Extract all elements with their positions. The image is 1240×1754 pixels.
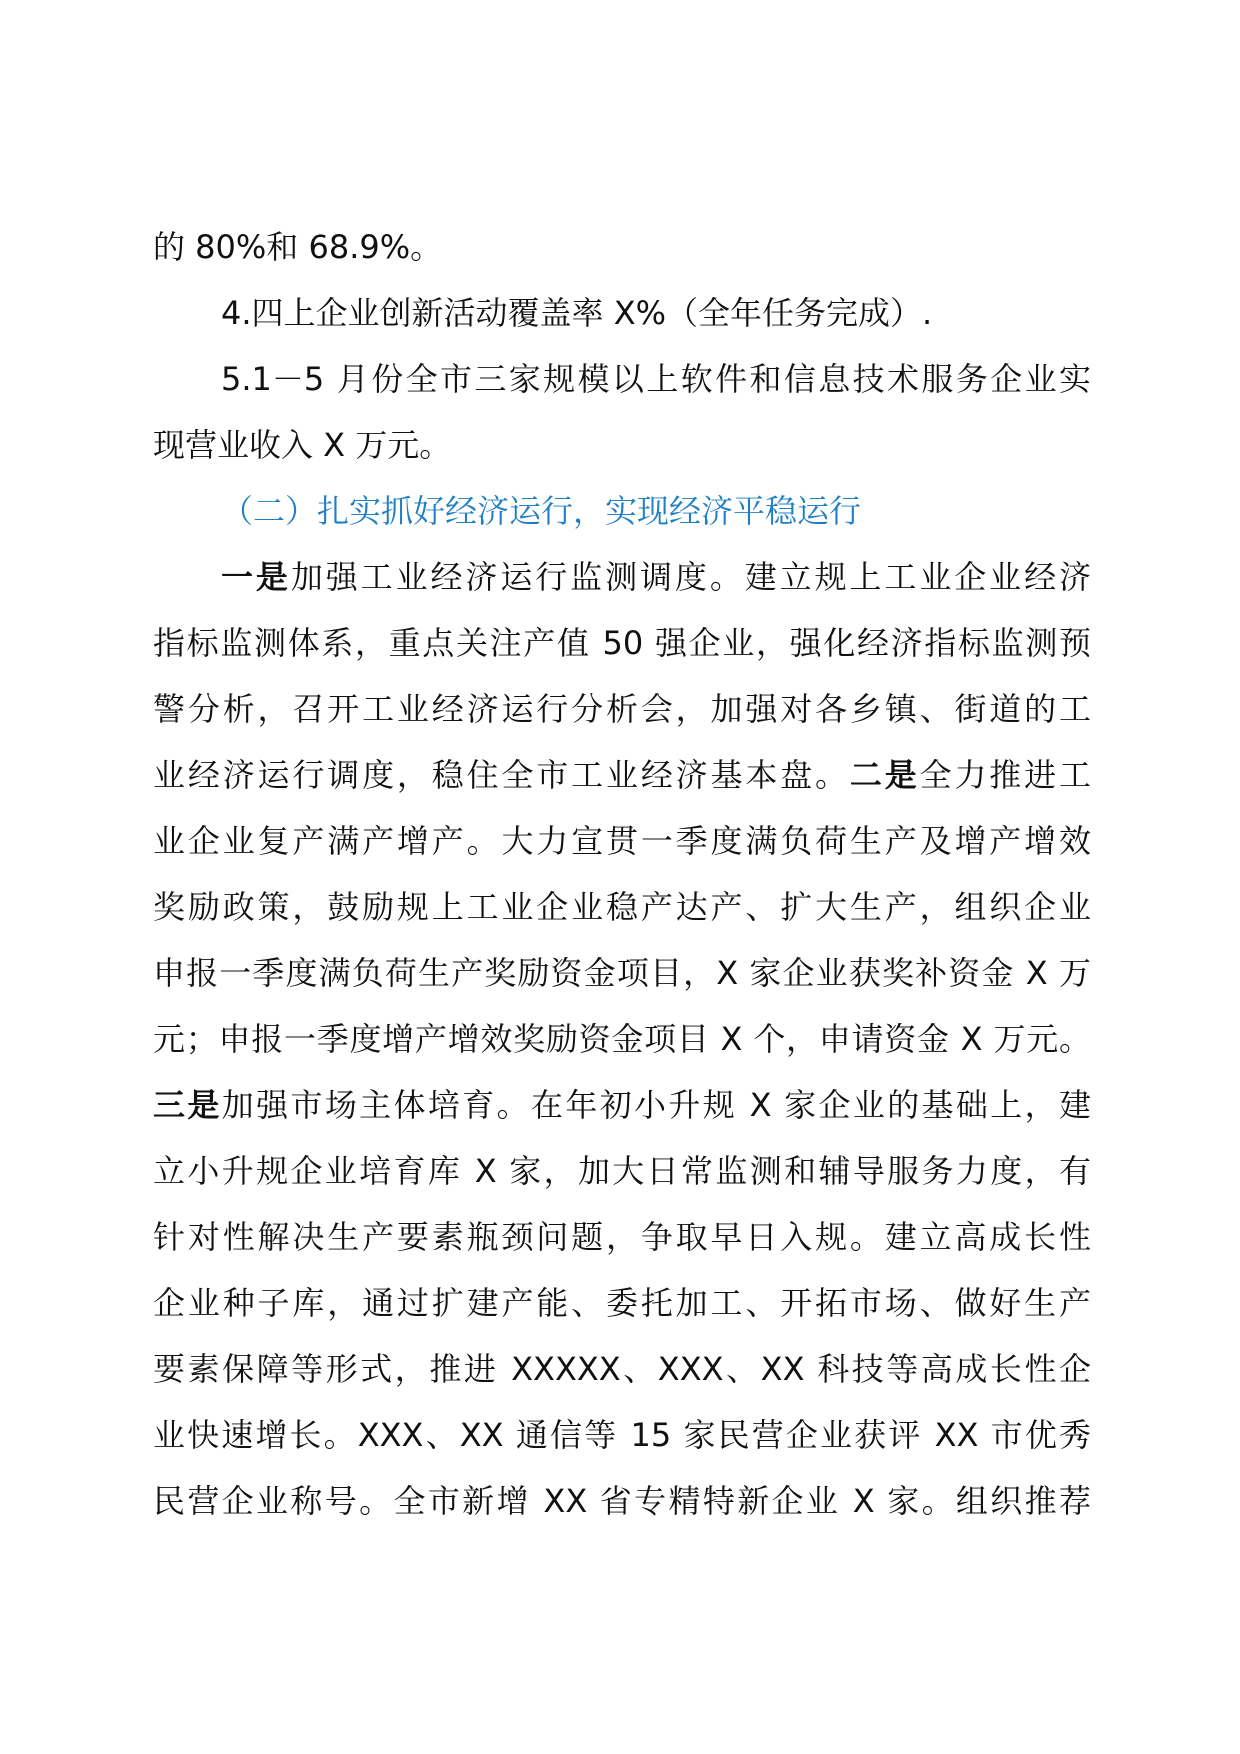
text-line-2: 4.四上企业创新活动覆盖率 X%（全年任务完成）. [221, 294, 933, 332]
text-line-9-part-b: 全力推进工 [919, 756, 1091, 794]
text-line-14 [153, 1072, 1091, 1138]
text-line-13: 元；申报一季度增产增效奖励资金项目 X 个，申请资金 X 万元。 [153, 1020, 1091, 1058]
text-line-9-part-a: 业经济运行调度，稳住全市工业经济基本盘。 [153, 756, 850, 794]
text-line-11: 奖励政策，鼓励规上工业企业稳产达产、扩大生产，组织企业 [153, 888, 1091, 926]
text-line-3: 5.1－5 月份全市三家规模以上软件和信息技术服务企业实 [221, 360, 1091, 398]
text-line-4: 现营业收入 X 万元。 [153, 426, 452, 464]
text-line-15: 立小升规企业培育库 X 家，加大日常监测和辅导服务力度，有 [153, 1152, 1091, 1190]
text-line-10: 业企业复产满产增产。大力宣贯一季度满负荷生产及增产增效 [153, 822, 1091, 860]
text-line-9 [153, 742, 1091, 808]
text-line-19: 业快速增长。XXX、XX 通信等 15 家民营企业获评 XX 市优秀 [153, 1416, 1091, 1454]
text-line-18: 要素保障等形式，推进 XXXXX、XXX、XX 科技等高成长性企 [153, 1350, 1091, 1388]
text-line-8: 警分析，召开工业经济运行分析会，加强对各乡镇、街道的工 [153, 690, 1091, 728]
text-line-6-body: 加强工业经济运行监测调度。建立规上工业企业经济 [290, 558, 1091, 596]
document-page [153, 214, 1091, 1534]
text-line-20: 民营企业称号。全市新增 XX 省专精特新企业 X 家。组织推荐 [153, 1482, 1091, 1520]
text-line-12: 申报一季度满负荷生产奖励资金项目，X 家企业获奖补资金 X 万 [153, 954, 1091, 992]
section-heading: （二）扎实抓好经济运行，实现经济平稳运行 [221, 492, 862, 530]
text-line-17: 企业种子库，通过扩建产能、委托加工、开拓市场、做好生产 [153, 1284, 1091, 1322]
text-line-1: 的 80%和 68.9%。 [153, 228, 443, 266]
text-line-16: 针对性解决生产要素瓶颈问题，争取早日入规。建立高成长性 [153, 1218, 1091, 1256]
bold-marker-one: 一是 [221, 558, 291, 596]
text-line-6 [153, 544, 1091, 610]
bold-marker-two: 二是 [849, 756, 920, 794]
text-line-7: 指标监测体系，重点关注产值 50 强企业，强化经济指标监测预 [153, 624, 1091, 662]
text-line-14-body: 加强市场主体培育。在年初小升规 X 家企业的基础上，建 [221, 1086, 1091, 1124]
bold-marker-three: 三是 [153, 1086, 222, 1124]
